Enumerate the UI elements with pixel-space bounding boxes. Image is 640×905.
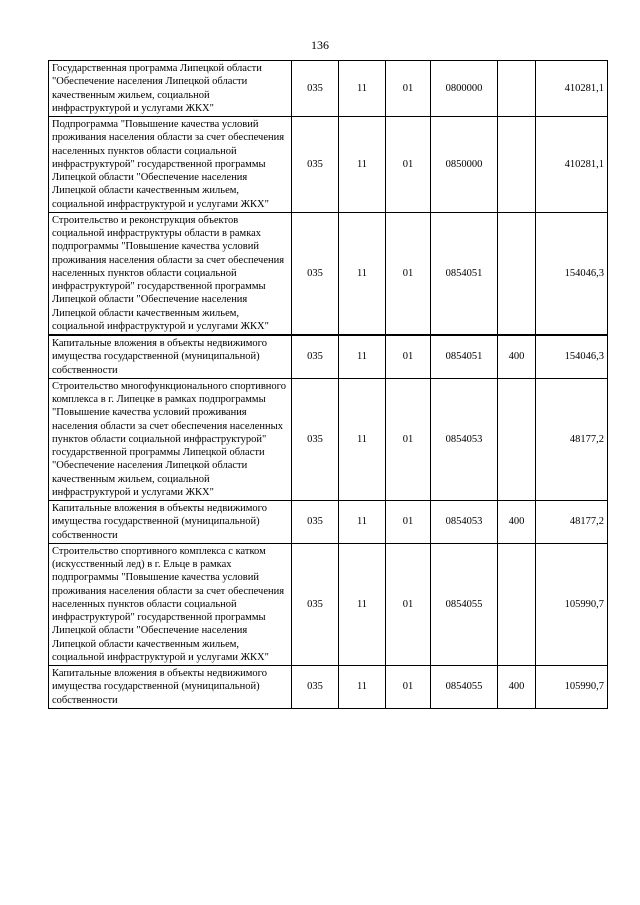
csr-cell: 0854053: [431, 501, 498, 544]
row-name: Капитальные вложения в объекты недвижимого имущества государственной (муниципальной) собственности: [49, 501, 292, 544]
sum-cell: 48177,2: [536, 378, 608, 500]
csr-cell: 0854055: [431, 666, 498, 709]
csr-cell: 0854051: [431, 335, 498, 378]
pr-cell: 01: [386, 212, 431, 335]
pr-cell: 01: [386, 335, 431, 378]
csr-cell: 0800000: [431, 61, 498, 117]
csr-cell: 0850000: [431, 117, 498, 213]
vr-cell: [498, 117, 536, 213]
ved-cell: 035: [292, 666, 339, 709]
row-name: Капитальные вложения в объекты недвижимого имущества государственной (муниципальной) собственности: [49, 335, 292, 378]
ved-cell: 035: [292, 117, 339, 213]
rz-cell: 11: [339, 378, 386, 500]
row-name: Строительство многофункционального спортивного комплекса в г. Липецке в рамках подпрограммы "Повышение качества условий проживания населения области за счет обеспечения населенных пунктов области социальной инфраструктурой" государственной программы Липецкой области "Обеспечение населения Липецкой области качественным жильем, социальной инфраструктурой и услугами ЖКХ": [49, 378, 292, 500]
row-name: Строительство спортивного комплекса с катком (искусственный лед) в г. Ельце в рамках подпрограммы "Повышение качества условий проживания населения области за счет обеспечения населенных пунктов области социальной инфраструктурой" государственной программы Липецкой области "Обеспечение населения Липецкой области качественным жильем, социальной инфраструктурой и услугами ЖКХ": [49, 543, 292, 665]
row-name: Подпрограмма "Повышение качества условий проживания населения области за счет обеспечения населенных пунктов области социальной инфраструктурой" государственной программы Липецкой области "Обеспечение населения Липецкой области качественным жильем, социальной инфраструктурой и услугами ЖКХ": [49, 117, 292, 213]
vr-cell: 400: [498, 666, 536, 709]
pr-cell: 01: [386, 117, 431, 213]
page-number: 136: [311, 38, 329, 52]
ved-cell: 035: [292, 543, 339, 665]
ved-cell: 035: [292, 212, 339, 335]
row-name: Строительство и реконструкция объектов социальной инфраструктуры области в рамках подпрограммы "Повышение качества условий проживания населения области за счет обеспечения населенных пунктов области социальной инфраструктурой" государственной программы Липецкой области "Обеспечение населения Липецкой области качественным жильем, социальной инфраструктурой и услугами ЖКХ": [49, 212, 292, 335]
table-row: [49, 543, 608, 665]
vr-cell: [498, 212, 536, 335]
vr-cell: [498, 61, 536, 117]
table-row: [49, 212, 608, 335]
sum-cell: 105990,7: [536, 666, 608, 709]
pr-cell: 01: [386, 501, 431, 544]
ved-cell: 035: [292, 61, 339, 117]
vr-cell: [498, 378, 536, 500]
vr-cell: [498, 543, 536, 665]
rz-cell: 11: [339, 666, 386, 709]
ved-cell: 035: [292, 335, 339, 378]
rz-cell: 11: [339, 335, 386, 378]
table-row: [49, 117, 608, 213]
pr-cell: 01: [386, 543, 431, 665]
vr-cell: 400: [498, 335, 536, 378]
csr-cell: 0854055: [431, 543, 498, 665]
pr-cell: 01: [386, 378, 431, 500]
pr-cell: 01: [386, 61, 431, 117]
rz-cell: 11: [339, 117, 386, 213]
csr-cell: 0854051: [431, 212, 498, 335]
pr-cell: 01: [386, 666, 431, 709]
budget-table: [48, 60, 608, 709]
rz-cell: 11: [339, 61, 386, 117]
rz-cell: 11: [339, 501, 386, 544]
table-row: [49, 378, 608, 500]
sum-cell: 410281,1: [536, 117, 608, 213]
sum-cell: 48177,2: [536, 501, 608, 544]
rz-cell: 11: [339, 212, 386, 335]
ved-cell: 035: [292, 501, 339, 544]
table-row: [49, 666, 608, 709]
table-row: [49, 61, 608, 117]
csr-cell: 0854053: [431, 378, 498, 500]
table-row: [49, 335, 608, 378]
sum-cell: 105990,7: [536, 543, 608, 665]
sum-cell: 154046,3: [536, 335, 608, 378]
ved-cell: 035: [292, 378, 339, 500]
sum-cell: 410281,1: [536, 61, 608, 117]
row-name: Капитальные вложения в объекты недвижимого имущества государственной (муниципальной) собственности: [49, 666, 292, 709]
vr-cell: 400: [498, 501, 536, 544]
row-name: Государственная программа Липецкой области "Обеспечение населения Липецкой области качественным жильем, социальной инфраструктурой и услугами ЖКХ": [49, 61, 292, 117]
table-row: [49, 501, 608, 544]
rz-cell: 11: [339, 543, 386, 665]
sum-cell: 154046,3: [536, 212, 608, 335]
